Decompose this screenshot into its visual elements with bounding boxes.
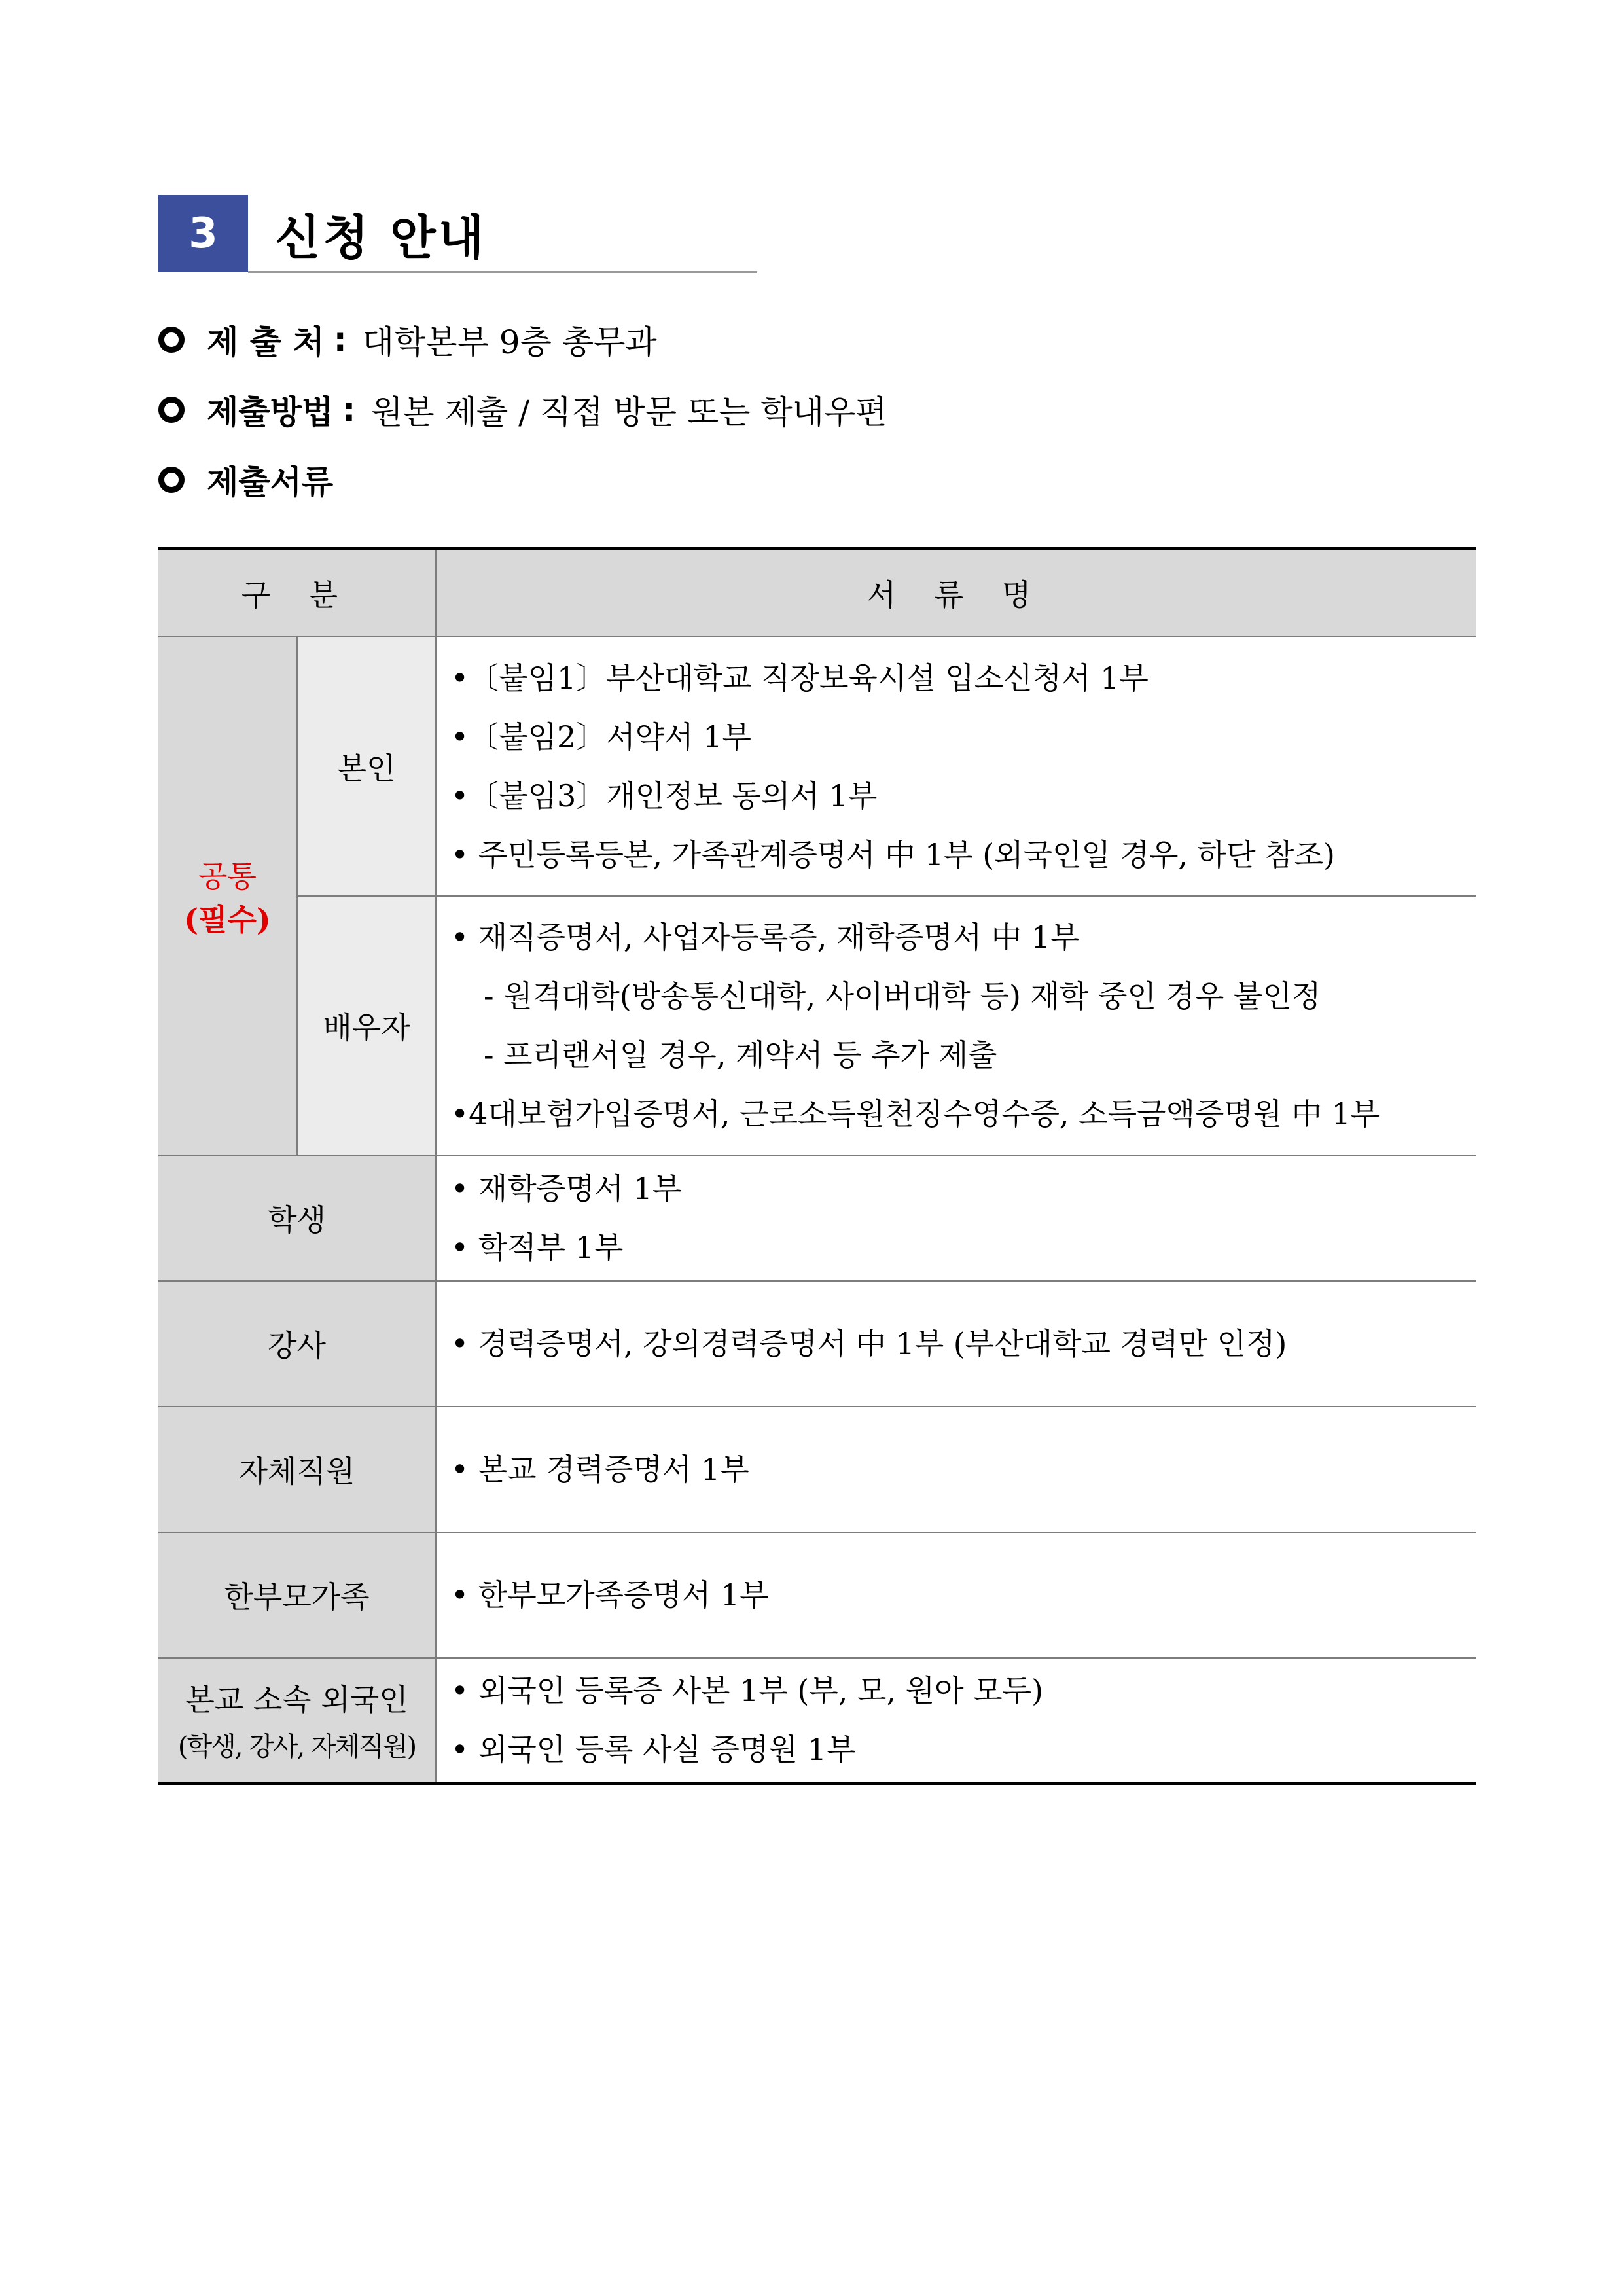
circle-bullet-icon xyxy=(158,397,185,423)
documents-table xyxy=(158,547,1476,1785)
table-header-row xyxy=(158,548,1476,637)
category-common-line1: 공통 xyxy=(198,858,257,894)
section-divider xyxy=(248,271,757,273)
section-header xyxy=(158,195,757,272)
table-row xyxy=(158,1407,1476,1532)
document-item: •〔붙임3〕개인정보 동의서 1부 xyxy=(451,778,878,814)
info-submit-method xyxy=(158,386,887,433)
document-item: •4대보험가입증명서, 근로소득원천징수영수증, 소득금액증명원 中 1부 xyxy=(451,1096,1380,1132)
table-row xyxy=(158,1281,1476,1407)
documents-single-parent xyxy=(436,1532,1476,1658)
category-foreign-line2: (학생, 강사, 자체직원) xyxy=(177,1732,416,1763)
category-single-parent: 한부모가족 xyxy=(158,1532,436,1658)
documents-foreign xyxy=(436,1658,1476,1784)
document-item: • 경력증명서, 강의경력증명서 中 1부 (부산대학교 경력만 인정) xyxy=(451,1325,1287,1361)
subcategory-self: 본인 xyxy=(297,637,436,896)
document-item: • 외국인 등록증 사본 1부 (부, 모, 원아 모두) xyxy=(451,1672,1044,1708)
info-separator: : xyxy=(333,321,347,359)
table-row xyxy=(158,637,1476,896)
category-common xyxy=(158,637,297,1155)
document-item: • 한부모가족증명서 1부 xyxy=(451,1577,769,1613)
circle-bullet-icon xyxy=(158,327,185,353)
section-number: 3 xyxy=(158,195,248,272)
circle-bullet-icon xyxy=(158,467,185,493)
documents-student xyxy=(436,1155,1476,1281)
document-item: • 재학증명서 1부 xyxy=(451,1170,682,1206)
info-label: 제출방법 xyxy=(207,393,334,431)
subcategory-spouse: 배우자 xyxy=(297,896,436,1155)
document-item: • 주민등록등본, 가족관계증명서 中 1부 (외국인일 경우, 하단 참조) xyxy=(451,836,1335,872)
document-item: •〔붙임2〕서약서 1부 xyxy=(451,719,751,755)
table-row xyxy=(158,896,1476,1155)
table-row xyxy=(158,1155,1476,1281)
category-foreign-line1: 본교 소속 외국인 xyxy=(185,1682,408,1718)
info-submit-documents xyxy=(158,456,333,503)
info-label: 제 출 처 xyxy=(207,323,325,361)
documents-spouse xyxy=(436,896,1476,1155)
category-staff: 자체직원 xyxy=(158,1407,436,1532)
document-item: • 본교 경력증명서 1부 xyxy=(451,1451,749,1487)
header-documents: 서 류 명 xyxy=(436,548,1476,637)
document-item: • 재직증명서, 사업자등록증, 재학증명서 中 1부 xyxy=(451,919,1080,955)
info-value: 대학본부 9층 총무과 xyxy=(362,323,657,361)
document-note: - 원격대학(방송통신대학, 사이버대학 등) 재학 중인 경우 불인정 xyxy=(484,978,1321,1014)
info-label: 제출서류 xyxy=(207,463,334,501)
document-note: - 프리랜서일 경우, 계약서 등 추가 제출 xyxy=(484,1037,997,1073)
document-item: • 학적부 1부 xyxy=(451,1229,624,1265)
info-separator: : xyxy=(342,391,356,429)
documents-staff xyxy=(436,1407,1476,1532)
category-student: 학생 xyxy=(158,1155,436,1281)
category-common-line2: (필수) xyxy=(184,901,271,937)
document-item: • 외국인 등록 사실 증명원 1부 xyxy=(451,1731,856,1767)
table-row xyxy=(158,1532,1476,1658)
category-lecturer: 강사 xyxy=(158,1281,436,1407)
category-foreign xyxy=(158,1658,436,1784)
info-value: 원본 제출 / 직접 방문 또는 학내우편 xyxy=(371,393,887,431)
section-title: 신청 안내 xyxy=(275,210,487,265)
documents-lecturer xyxy=(436,1281,1476,1407)
documents-self xyxy=(436,637,1476,896)
document-item: •〔붙임1〕부산대학교 직장보육시설 입소신청서 1부 xyxy=(451,660,1149,696)
info-submit-place xyxy=(158,316,657,363)
table-row xyxy=(158,1658,1476,1784)
header-category: 구 분 xyxy=(158,548,436,637)
